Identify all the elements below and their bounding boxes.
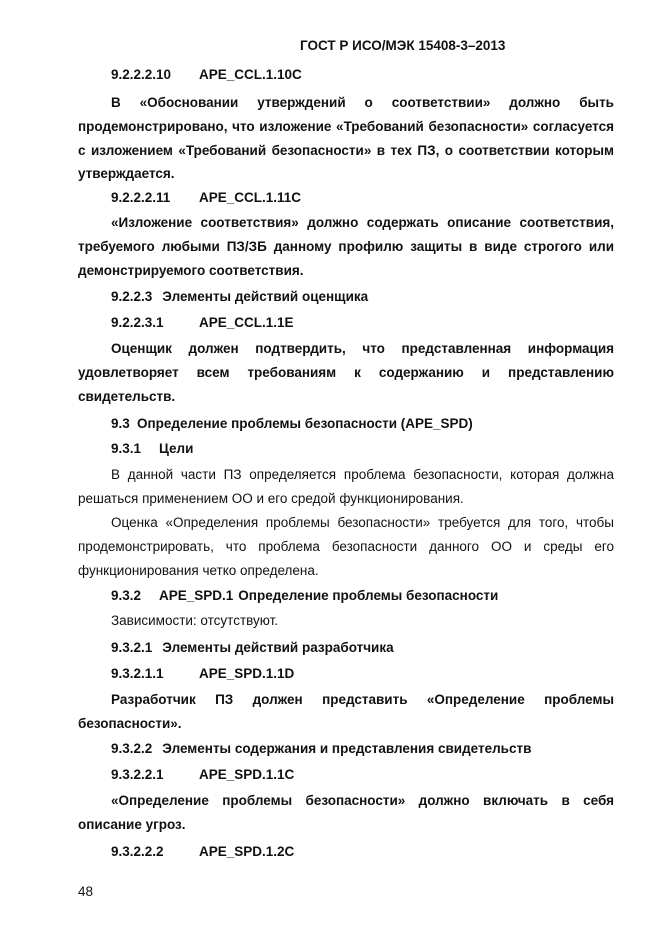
paragraph-5: Оценка «Определения проблемы безопасности» требуется для того, чтобы продемонстрировать, что проблема безопасности данного ОО и среды его функционирования четко определена. [78, 515, 614, 578]
section-number: 9.3.2 [111, 588, 142, 603]
section-number: 9.3 [111, 416, 130, 431]
section-heading-9-3-2-1-1 [78, 662, 647, 686]
section-number: 9.3.2.2 [111, 741, 153, 756]
section-number: 9.3.2.2.2 [111, 844, 164, 859]
section-heading-9-3-2-2-1 [78, 763, 647, 787]
document-header: ГОСТ Р ИСО/МЭК 15408-3–2013 [300, 38, 506, 53]
paragraph-dependencies: Зависимости: отсутствуют. [111, 613, 279, 628]
section-code: APE_CCL.1.11C [199, 190, 302, 205]
section-code: APE_SPD.1 [159, 588, 234, 603]
section-number: 9.2.2.3 [111, 289, 153, 304]
section-code: APE_CCL.1.10C [199, 67, 302, 82]
section-heading-9-2-2-3-1 [78, 311, 647, 335]
section-heading-9-2-2-3 [78, 285, 647, 309]
section-title: Цели [159, 441, 194, 456]
paragraph-2: «Изложение соответствия» должно содержать описание соответствия, требуемого любыми ПЗ/ЗБ данному профилю защиты в виде строгого или демонстрируемого соответствия. [78, 215, 614, 278]
paragraph-1: В «Обосновании утверждений о соответствии» должно быть продемонстрировано, что изложение «Требований безопасности» согласуется с изложением «Требований безопасности» в тех ПЗ, о соответствии которым утверждается. [78, 95, 614, 182]
section-number: 9.2.2.3.1 [111, 315, 164, 330]
section-number: 9.2.2.2.11 [111, 190, 171, 205]
paragraph-3: Оценщик должен подтвердить, что представленная информация удовлетворяет всем требованиям к содержанию и представлению свидетельств. [78, 341, 614, 404]
section-heading-9-3-2 [78, 584, 647, 608]
section-code: APE_SPD.1.2C [199, 844, 295, 859]
paragraph-8: «Определение проблемы безопасности» должно включать в себя описание угроз. [78, 793, 614, 832]
section-title: Определение проблемы безопасности [238, 588, 499, 603]
section-code: APE_CCL.1.1E [199, 315, 294, 330]
section-title: Элементы содержания и представления свидетельств [162, 741, 532, 756]
section-number: 9.3.1 [111, 441, 142, 456]
section-heading-9-3-2-1 [78, 636, 647, 660]
section-heading-9-2-2-2-10 [78, 63, 647, 87]
section-number: 9.2.2.2.10 [111, 67, 172, 82]
section-title: Элементы действий оценщика [162, 289, 369, 304]
section-heading-9-3-1 [78, 437, 647, 461]
section-code: APE_SPD.1.1C [199, 767, 295, 782]
section-number: 9.3.2.2.1 [111, 767, 164, 782]
section-title: Определение проблемы безопасности (APE_SPD) [137, 416, 473, 431]
page-number: 48 [78, 884, 94, 899]
section-number: 9.3.2.1 [111, 640, 153, 655]
section-heading-9-3 [78, 412, 647, 436]
section-number: 9.3.2.1.1 [111, 666, 164, 681]
paragraph-4: В данной части ПЗ определяется проблема безопасности, которая должна решаться применением ОО и его средой функционирования. [78, 467, 614, 506]
section-heading-9-2-2-2-11 [78, 186, 647, 210]
section-heading-9-3-2-2-2 [78, 840, 647, 864]
paragraph-7: Разработчик ПЗ должен представить «Определение проблемы безопасности». [78, 692, 614, 731]
section-heading-9-3-2-2 [78, 737, 647, 761]
section-title: Элементы действий разработчика [162, 640, 394, 655]
section-code: APE_SPD.1.1D [199, 666, 295, 681]
